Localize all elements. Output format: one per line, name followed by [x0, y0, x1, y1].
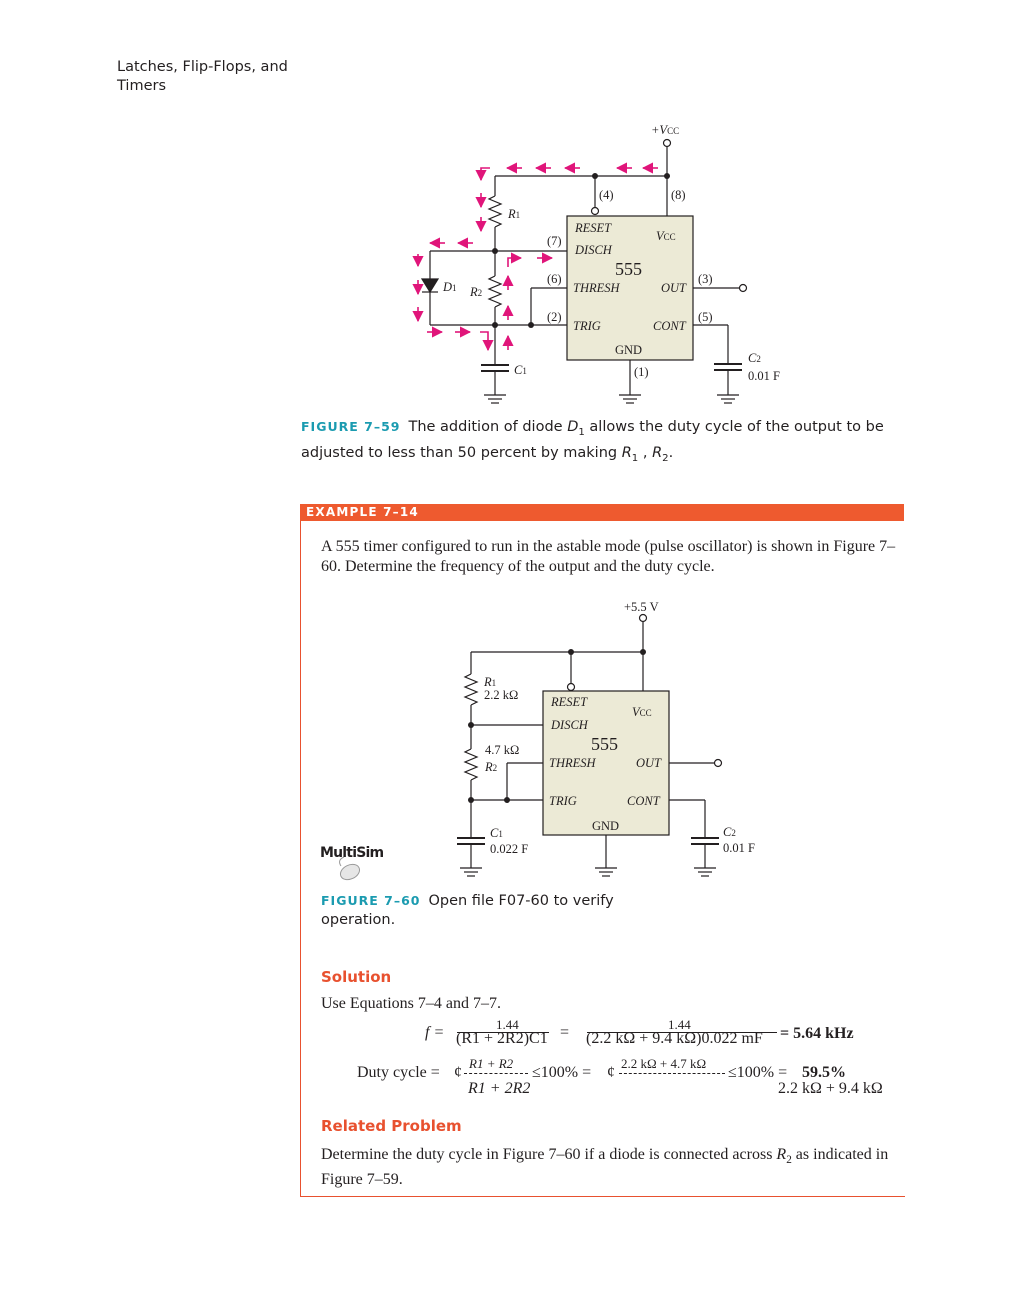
- figure-7-60-label: FIGURE 7–60: [321, 893, 421, 908]
- vcc-label-sub: CC: [667, 126, 680, 136]
- caption-r1-sub: 1: [631, 452, 639, 464]
- r2-value: 4.7 kΩ: [485, 743, 520, 757]
- svg-text:R2: [484, 760, 497, 774]
- f-denominator: (R1 + 2R2)C1: [456, 1030, 548, 1047]
- svg-text:+VCC: [651, 123, 679, 137]
- r1-label-sub: 1: [491, 678, 497, 688]
- duty-pct: ≤100% =: [532, 1064, 592, 1081]
- duty-fraction-bar-2: [619, 1073, 725, 1074]
- example-problem-text: A 555 timer configured to run in the astable mode (pulse oscillator) is shown in Figure 7–60. Determine the frequency of the output and the duty cycle.: [321, 538, 896, 575]
- duty-fraction-bar: [464, 1073, 528, 1074]
- figure-7-59-circuit: [0, 0, 1024, 420]
- f-result: = 5.64 kHz: [780, 1025, 854, 1042]
- pin-number-6: (6): [547, 272, 562, 286]
- svg-text:C1: [514, 363, 527, 377]
- svg-text:C2: [748, 351, 761, 365]
- solution-intro: Use Equations 7–4 and 7–7.: [321, 995, 501, 1012]
- pin-vcc-sub: CC: [663, 232, 676, 242]
- c2-label-sub: 2: [731, 828, 736, 838]
- figure-7-60-caption: [321, 891, 641, 930]
- vcc-label: +5.5 V: [624, 600, 659, 614]
- figure-7-59-caption: [301, 416, 891, 469]
- c2-value: 0.01 F: [723, 841, 755, 855]
- r1-label-sub: 1: [515, 210, 521, 220]
- c2-label: C: [723, 825, 732, 839]
- pin-vcc-sub: CC: [639, 708, 652, 718]
- pin-disch: DISCH: [551, 718, 588, 732]
- pin-reset: RESET: [551, 695, 588, 709]
- c2-label-sub: 2: [756, 354, 761, 364]
- pin-reset: RESET: [575, 221, 612, 235]
- caption-end: .: [668, 444, 674, 461]
- duty-label: Duty cycle =: [357, 1064, 440, 1081]
- related-problem-text: [321, 1145, 901, 1190]
- caption-d: D: [567, 419, 579, 435]
- duty-numerator: R1 + R2: [469, 1056, 514, 1071]
- d1-label-sub: 1: [452, 283, 457, 293]
- caption-text-2: allows the duty cycle of the output to be adjusted to less than 50 percent by making: [301, 419, 884, 461]
- c2-label: C: [748, 351, 757, 365]
- pin-out: OUT: [636, 756, 662, 770]
- caption-r1: R: [621, 444, 632, 461]
- pin-number-2: (2): [547, 310, 562, 324]
- caption-r2: R: [652, 444, 663, 461]
- svg-text:D1: [442, 280, 457, 294]
- solution-heading: Solution: [321, 968, 392, 986]
- f-numerator: 1.44: [496, 1017, 519, 1032]
- running-head: Latches, Flip-Flops, and Timers: [117, 59, 288, 94]
- caption-mid: ,: [638, 444, 653, 461]
- r1-value: 2.2 kΩ: [484, 688, 519, 702]
- r2-label-sub: 2: [477, 288, 483, 298]
- f-equals: =: [560, 1024, 570, 1041]
- pin-number-4: (4): [599, 188, 614, 202]
- f-denominator-2: (2.2 kΩ + 9.4 kΩ)0.022 mF: [586, 1030, 763, 1047]
- vcc-label: +V: [651, 123, 668, 137]
- pin-disch: DISCH: [575, 243, 612, 257]
- duty-denominator: R1 + 2R2: [468, 1080, 531, 1097]
- figure-7-59-label: FIGURE 7–59: [301, 419, 401, 434]
- pin-out: OUT: [661, 281, 687, 295]
- pin-number-3: (3): [698, 272, 713, 286]
- chip-label: 555: [591, 734, 618, 754]
- related-r: R: [776, 1146, 787, 1163]
- c1-label: C: [514, 363, 523, 377]
- pin-gnd: GND: [592, 819, 620, 833]
- duty-denominator-2: 2.2 kΩ + 9.4 kΩ: [778, 1080, 883, 1097]
- related-problem-heading: Related Problem: [321, 1117, 462, 1135]
- pin-thresh: THRESH: [573, 281, 620, 295]
- f-lhs: f =: [425, 1024, 445, 1041]
- r1-label: R: [484, 675, 492, 689]
- figure-7-60-caption-text: Open file F07-60 to verify operation.: [321, 893, 614, 928]
- pin-trig: TRIG: [573, 319, 601, 333]
- related-r-sub: 2: [786, 1154, 792, 1167]
- pin-number-8: (8): [671, 188, 686, 202]
- related-text-b: as indicated in Figure 7–59.: [321, 1146, 889, 1189]
- pin-cont: CONT: [627, 794, 660, 808]
- r2-label-sub: 2: [492, 763, 498, 773]
- duty-pct-2: ≤100% =: [728, 1064, 788, 1081]
- pin-vcc: V: [632, 705, 640, 719]
- f-numerator-2: 1.44: [668, 1017, 691, 1032]
- pin-gnd: GND: [615, 343, 643, 357]
- pin-number-7: (7): [547, 234, 562, 248]
- r1-label: R: [508, 207, 516, 221]
- c1-label: C: [490, 826, 499, 840]
- pin-number-5: (5): [698, 310, 713, 324]
- duty-numerator-2: 2.2 kΩ + 4.7 kΩ: [621, 1056, 707, 1071]
- d1-label: D: [443, 280, 453, 294]
- caption-r2-sub: 2: [662, 452, 669, 464]
- svg-text:VCC: [656, 229, 676, 243]
- pin-vcc: V: [656, 229, 664, 243]
- chip-label: 555: [615, 259, 642, 279]
- pin-number-1: (1): [634, 365, 649, 379]
- caption-d-sub: 1: [578, 426, 585, 438]
- r2-label: R: [470, 285, 478, 299]
- duty-result: 59.5%: [802, 1064, 846, 1081]
- caption-text-1: The addition of diode: [408, 419, 568, 435]
- svg-text:C1: [490, 826, 503, 840]
- c1-value: 0.022 F: [490, 842, 529, 856]
- c1-label-sub: 1: [522, 366, 527, 376]
- example-title: EXAMPLE 7–14: [306, 505, 419, 519]
- c2-value: 0.01 F: [748, 369, 780, 383]
- pin-thresh: THRESH: [549, 756, 596, 770]
- svg-text:C2: [723, 825, 736, 839]
- svg-text:VCC: [632, 705, 652, 719]
- duty-open-2: ¢: [607, 1064, 615, 1081]
- pin-trig: TRIG: [549, 794, 577, 808]
- svg-text:R2: [469, 285, 482, 299]
- svg-text:R1: [483, 675, 496, 689]
- c1-label-sub: 1: [498, 829, 503, 839]
- multisim-logo: MultiSim: [320, 845, 384, 861]
- duty-open: ¢: [454, 1064, 462, 1081]
- pin-cont: CONT: [653, 319, 686, 333]
- figure-7-60-circuit: [0, 595, 1024, 885]
- related-text-a: Determine the duty cycle in Figure 7–60 if a diode is connected across: [321, 1146, 777, 1163]
- svg-text:R1: [507, 207, 520, 221]
- r2-label: R: [485, 760, 493, 774]
